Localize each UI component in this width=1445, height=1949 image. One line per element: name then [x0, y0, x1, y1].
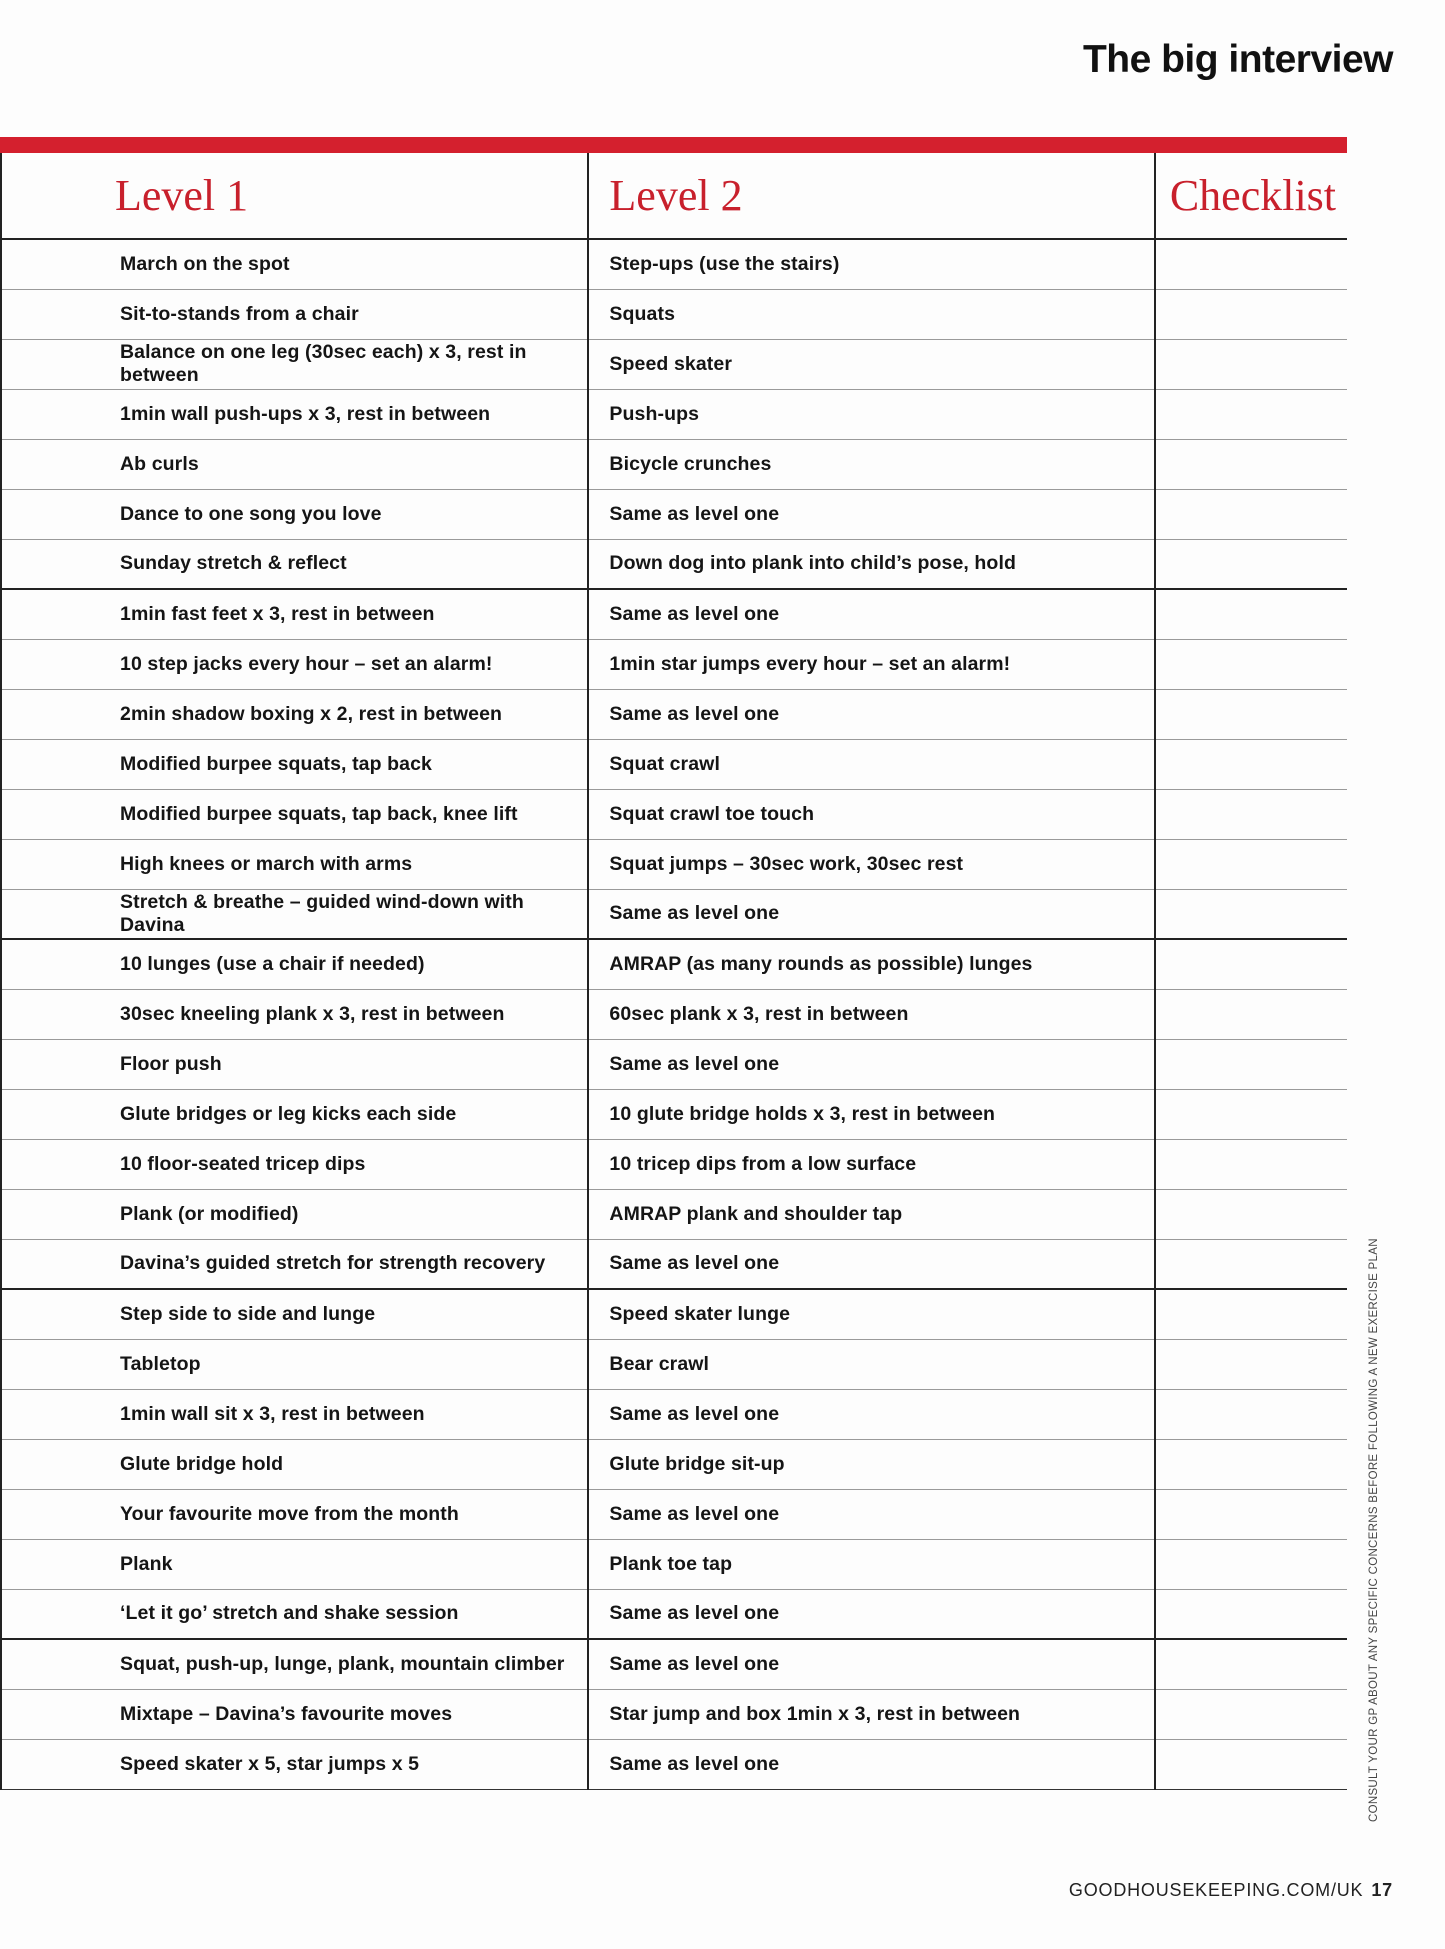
level-1-exercise: March on the spot — [1, 239, 588, 289]
level-1-exercise: Floor push — [1, 1039, 588, 1089]
exercise-plan-table — [0, 153, 1347, 1790]
level-2-exercise: Same as level one — [588, 1639, 1154, 1689]
level-2-exercise: Squat crawl toe touch — [588, 789, 1154, 839]
level-1-exercise: Squat, push-up, lunge, plank, mountain climber — [1, 1639, 588, 1689]
table-row — [1, 239, 1347, 289]
level-2-exercise: Same as level one — [588, 1739, 1154, 1789]
checklist-cell[interactable] — [1155, 939, 1347, 989]
table-row — [1, 1689, 1347, 1739]
table-row — [1, 1239, 1347, 1289]
level-1-heading: Level 1 — [1, 153, 588, 239]
level-2-exercise: Same as level one — [588, 489, 1154, 539]
checklist-cell[interactable] — [1155, 989, 1347, 1039]
checklist-cell[interactable] — [1155, 339, 1347, 389]
table-row — [1, 1739, 1347, 1789]
level-2-exercise: Push-ups — [588, 389, 1154, 439]
level-1-exercise: 30sec kneeling plank x 3, rest in between — [1, 989, 588, 1039]
level-1-exercise: Mixtape – Davina’s favourite moves — [1, 1689, 588, 1739]
checklist-cell[interactable] — [1155, 889, 1347, 939]
table-row — [1, 1039, 1347, 1089]
checklist-cell[interactable] — [1155, 1039, 1347, 1089]
table-row — [1, 1189, 1347, 1239]
level-1-exercise: 1min wall sit x 3, rest in between — [1, 1389, 588, 1439]
level-1-exercise: Dance to one song you love — [1, 489, 588, 539]
table-row — [1, 489, 1347, 539]
level-1-exercise: Plank (or modified) — [1, 1189, 588, 1239]
table-row — [1, 789, 1347, 839]
level-2-exercise: Speed skater lunge — [588, 1289, 1154, 1339]
table-row — [1, 289, 1347, 339]
level-1-exercise: Davina’s guided stretch for strength recovery — [1, 1239, 588, 1289]
footer — [1069, 1880, 1393, 1901]
checklist-cell[interactable] — [1155, 539, 1347, 589]
checklist-cell[interactable] — [1155, 439, 1347, 489]
table-row — [1, 1389, 1347, 1439]
section-title: The big interview — [1082, 38, 1393, 81]
level-2-exercise: Step-ups (use the stairs) — [588, 239, 1154, 289]
table-row — [1, 339, 1347, 389]
level-1-exercise: 10 floor-seated tricep dips — [1, 1139, 588, 1189]
level-1-exercise: Modified burpee squats, tap back — [1, 739, 588, 789]
level-2-exercise: Same as level one — [588, 1489, 1154, 1539]
table-row — [1, 839, 1347, 889]
checklist-cell[interactable] — [1155, 639, 1347, 689]
level-2-exercise: Same as level one — [588, 689, 1154, 739]
level-1-exercise: Speed skater x 5, star jumps x 5 — [1, 1739, 588, 1789]
checklist-cell[interactable] — [1155, 1089, 1347, 1139]
level-1-exercise: Sit-to-stands from a chair — [1, 289, 588, 339]
level-2-exercise: 1min star jumps every hour – set an alarm! — [588, 639, 1154, 689]
table-row — [1, 389, 1347, 439]
level-2-exercise: Same as level one — [588, 589, 1154, 639]
checklist-cell[interactable] — [1155, 1489, 1347, 1539]
table-row — [1, 589, 1347, 639]
level-1-exercise: Your favourite move from the month — [1, 1489, 588, 1539]
level-1-exercise: High knees or march with arms — [1, 839, 588, 889]
checklist-cell[interactable] — [1155, 789, 1347, 839]
table-row — [1, 1289, 1347, 1339]
level-2-exercise: 10 glute bridge holds x 3, rest in between — [588, 1089, 1154, 1139]
checklist-heading: Checklist — [1155, 153, 1347, 239]
level-1-exercise: Sunday stretch & reflect — [1, 539, 588, 589]
table-row — [1, 1089, 1347, 1139]
level-2-exercise: Same as level one — [588, 1039, 1154, 1089]
level-1-exercise: Stretch & breathe – guided wind-down with Davina — [1, 889, 588, 939]
table-body — [1, 239, 1347, 1789]
table-row — [1, 689, 1347, 739]
checklist-cell[interactable] — [1155, 839, 1347, 889]
table-row — [1, 889, 1347, 939]
level-2-exercise: Glute bridge sit-up — [588, 1439, 1154, 1489]
table-row — [1, 639, 1347, 689]
table-row — [1, 1339, 1347, 1389]
checklist-cell[interactable] — [1155, 1389, 1347, 1439]
level-1-exercise: 1min wall push-ups x 3, rest in between — [1, 389, 588, 439]
table-row — [1, 1139, 1347, 1189]
level-2-exercise: AMRAP plank and shoulder tap — [588, 1189, 1154, 1239]
table-row — [1, 1639, 1347, 1689]
table-row — [1, 1439, 1347, 1489]
level-1-exercise: Step side to side and lunge — [1, 1289, 588, 1339]
checklist-cell[interactable] — [1155, 1739, 1347, 1789]
level-2-exercise: Down dog into plank into child’s pose, hold — [588, 539, 1154, 589]
table-row — [1, 939, 1347, 989]
level-1-exercise: Balance on one leg (30sec each) x 3, rest in between — [1, 339, 588, 389]
checklist-cell[interactable] — [1155, 289, 1347, 339]
checklist-cell[interactable] — [1155, 239, 1347, 289]
checklist-cell[interactable] — [1155, 1689, 1347, 1739]
level-1-exercise: Modified burpee squats, tap back, knee lift — [1, 789, 588, 839]
checklist-cell[interactable] — [1155, 1189, 1347, 1239]
level-2-exercise: Squat jumps – 30sec work, 30sec rest — [588, 839, 1154, 889]
checklist-cell[interactable] — [1155, 1339, 1347, 1389]
level-2-exercise: Squat crawl — [588, 739, 1154, 789]
checklist-cell[interactable] — [1155, 1289, 1347, 1339]
checklist-cell[interactable] — [1155, 739, 1347, 789]
level-2-exercise: Same as level one — [588, 1389, 1154, 1439]
level-1-exercise: Tabletop — [1, 1339, 588, 1389]
level-1-exercise: ‘Let it go’ stretch and shake session — [1, 1589, 588, 1639]
side-disclaimer: CONSULT YOUR GP ABOUT ANY SPECIFIC CONCERNS BEFORE FOLLOWING A NEW EXERCISE PLAN — [1368, 1238, 1380, 1822]
level-2-heading: Level 2 — [588, 153, 1154, 239]
checklist-cell[interactable] — [1155, 1139, 1347, 1189]
level-2-exercise: 10 tricep dips from a low surface — [588, 1139, 1154, 1189]
page-number: 17 — [1371, 1880, 1393, 1900]
table-row — [1, 1489, 1347, 1539]
table-row — [1, 1589, 1347, 1639]
table-header-row — [1, 153, 1347, 239]
level-1-exercise: Glute bridges or leg kicks each side — [1, 1089, 588, 1139]
table-row — [1, 1539, 1347, 1589]
level-2-exercise: Squats — [588, 289, 1154, 339]
level-1-exercise: Ab curls — [1, 439, 588, 489]
level-1-exercise: 1min fast feet x 3, rest in between — [1, 589, 588, 639]
checklist-cell[interactable] — [1155, 1539, 1347, 1589]
level-1-exercise: 2min shadow boxing x 2, rest in between — [1, 689, 588, 739]
red-accent-bar — [0, 137, 1347, 153]
level-2-exercise: Speed skater — [588, 339, 1154, 389]
table-row — [1, 989, 1347, 1039]
checklist-cell[interactable] — [1155, 1239, 1347, 1289]
table-row — [1, 539, 1347, 589]
level-2-exercise: Bear crawl — [588, 1339, 1154, 1389]
level-2-exercise: Same as level one — [588, 889, 1154, 939]
footer-site: GOODHOUSEKEEPING.COM/UK — [1068, 1880, 1364, 1900]
level-2-exercise: Star jump and box 1min x 3, rest in between — [588, 1689, 1154, 1739]
level-1-exercise: Plank — [1, 1539, 588, 1589]
level-1-exercise: 10 lunges (use a chair if needed) — [1, 939, 588, 989]
level-1-exercise: Glute bridge hold — [1, 1439, 588, 1489]
checklist-cell[interactable] — [1155, 1639, 1347, 1689]
checklist-cell[interactable] — [1155, 1589, 1347, 1639]
table-row — [1, 739, 1347, 789]
level-2-exercise: Bicycle crunches — [588, 439, 1154, 489]
level-2-exercise: AMRAP (as many rounds as possible) lunges — [588, 939, 1154, 989]
level-2-exercise: Same as level one — [588, 1239, 1154, 1289]
checklist-cell[interactable] — [1155, 589, 1347, 639]
level-2-exercise: Same as level one — [588, 1589, 1154, 1639]
level-1-exercise: 10 step jacks every hour – set an alarm! — [1, 639, 588, 689]
checklist-cell[interactable] — [1155, 389, 1347, 439]
level-2-exercise: 60sec plank x 3, rest in between — [588, 989, 1154, 1039]
level-2-exercise: Plank toe tap — [588, 1539, 1154, 1589]
checklist-cell[interactable] — [1155, 489, 1347, 539]
checklist-cell[interactable] — [1155, 689, 1347, 739]
table-row — [1, 439, 1347, 489]
checklist-cell[interactable] — [1155, 1439, 1347, 1489]
